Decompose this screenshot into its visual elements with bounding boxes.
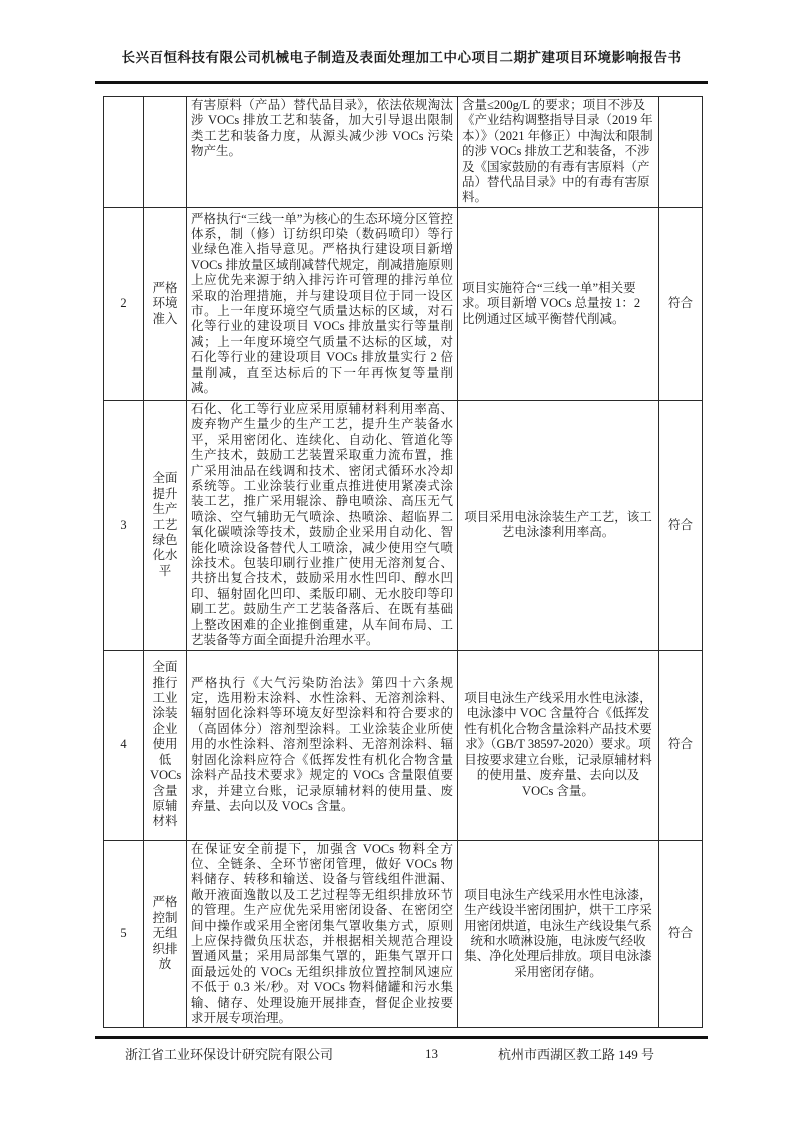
- analysis-cell: 含量≤200g/L 的要求；项目不涉及《产业结构调整指导目录（2019 年本）》（2021 年修正）中淘汰和限制的涉 VOCs 排放工艺和装备，不涉及《国家鼓励的有毒有害原料（产品）替代品目录》中的有毒有害原料。: [458, 97, 659, 208]
- policy-text-cell: 严格执行“三线一单”为核心的生态环境分区管控体系，制（修）订纺织印染（数码喷印）等行业绿色准入指导意见。严格执行建设项目新增 VOCs 排放量区域削减替代规定，削减措施原则上应优先来源于纳入排污许可管理的排污单位采取的治理措施，并与建设项目位于同一设区市。上一年度环境空气质量达标的区域，对石化等行业的建设项目 VOCs 排放量实行等量削减；上一年度环境空气质量不达标的区域，对石化等行业的建设项目 VOCs 排放量实行 2 倍量削减，直至达标后的下一年再恢复等量削减。: [187, 208, 458, 401]
- policy-text-cell: 有害原料（产品）替代品目录》，依法依规淘汰涉 VOCs 排放工艺和装备，加大引导退出限制类工艺和装备力度，从源头减少涉 VOCs 污染物产生。: [187, 97, 458, 208]
- row-number-cell: 5: [104, 840, 144, 1028]
- table-row: [104, 401, 703, 651]
- analysis-cell: 项目实施符合“三线一单”相关要求。项目新增 VOCs 总量按 1：2 比例通过区域平衡替代削减。: [458, 208, 659, 401]
- row-number-cell: 4: [104, 650, 144, 840]
- analysis-cell: 项目电泳生产线采用水性电泳漆，生产线设半密闭围护，烘干工序采用密闭烘道，电泳生产线设集气系统和水喷淋设施，电泳废气经收集、净化处理后排放。项目电泳漆采用密闭存储。: [458, 840, 659, 1028]
- analysis-cell: 项目采用电泳涂装生产工艺，该工艺电泳漆利用率高。: [458, 401, 659, 651]
- footer-page-number: 13: [425, 1045, 439, 1061]
- table-row: [104, 97, 703, 208]
- header-divider: [95, 81, 708, 84]
- row-number-cell: 2: [104, 208, 144, 401]
- category-cell: 全面推行工业涂装企业使用低VOCs含量原辅材料: [144, 650, 187, 840]
- row-number-cell: [104, 97, 144, 208]
- footer-address: 杭州市西湖区教工路 149 号: [498, 1047, 655, 1062]
- footer-company-name: 浙江省工业环保设计研究院有限公司: [125, 1047, 334, 1062]
- table-row: [104, 208, 703, 401]
- category-cell: 严格环境准入: [144, 208, 187, 401]
- conclusion-cell: 符合: [659, 840, 703, 1028]
- policy-text-cell: 在保证安全前提下，加强含 VOCs 物料全方位、全链条、全环节密闭管理，做好 VOCs 物料储存、转移和输送、设备与管线组件泄漏、敞开液面逸散以及工艺过程等无组织排放环节的管理。生产应优先采用密闭设备、在密闭空间中操作或采用全密闭集气罩收集方式，原则上应保持微负压状态，并根据相关规范合理设置通风量；采用局部集气罩的，距集气罩开口面最远处的 VOCs 无组织排放位置控制风速应不低于 0.3 米/秒。对 VOCs 物料储罐和污水集输、储存、处理设施开展排查，督促企业按要求开展专项治理。: [187, 840, 458, 1028]
- conclusion-cell: 符合: [659, 401, 703, 651]
- page-title: 长兴百恒科技有限公司机械电子制造及表面处理加工中心项目二期扩建项目环境影响报告书: [121, 50, 682, 65]
- conclusion-cell: 符合: [659, 208, 703, 401]
- row-number-cell: 3: [104, 401, 144, 651]
- category-cell: [144, 97, 187, 208]
- table-row: [104, 650, 703, 840]
- page-footer: [103, 1044, 702, 1063]
- conclusion-cell: [659, 97, 703, 208]
- category-cell: 严格控制无组织排放: [144, 840, 187, 1028]
- compliance-table: [103, 96, 703, 1028]
- category-cell: 全面提升生产工艺绿色化水平: [144, 401, 187, 651]
- conclusion-cell: 符合: [659, 650, 703, 840]
- table-row: [104, 840, 703, 1028]
- footer-divider: [95, 1036, 708, 1039]
- policy-text-cell: 石化、化工等行业应采用原辅材料利用率高、废弃物产生量少的生产工艺，提升生产装备水平，采用密闭化、连续化、自动化、管道化等生产技术，鼓励工艺装置采取重力流布置，推广采用油品在线调和技术、密闭式循环水冷却系统等。工业涂装行业重点推进使用紧凑式涂装工艺，推广采用辊涂、静电喷涂、高压无气喷涂、空气辅助无气喷涂、热喷涂、超临界二氧化碳喷涂等技术，鼓励企业采用自动化、智能化喷涂设备替代人工喷涂，减少使用空气喷涂技术。包装印刷行业推广使用无溶剂复合、共挤出复合技术，鼓励采用水性凹印、醇水凹印、辐射固化凹印、柔版印刷、无水胶印等印刷工艺。鼓励生产工艺装备落后、在既有基础上整改困难的企业推倒重建，从车间布局、工艺装备等方面全面提升治理水平。: [187, 401, 458, 651]
- policy-text-cell: 严格执行《大气污染防治法》第四十六条规定，选用粉末涂料、水性涂料、无溶剂涂料、辐射固化涂料等环境友好型涂料和符合要求的（高固体分）溶剂型涂料。工业涂装企业所使用的水性涂料、溶剂型涂料、无溶剂涂料、辐射固化涂料应符合《低挥发性有机化合物含量涂料产品技术要求》规定的 VOCs 含量限值要求，并建立台账，记录原辅材料的使用量、废弃量、去向以及 VOCs 含量。: [187, 650, 458, 840]
- analysis-cell: 项目电泳生产线采用水性电泳漆，电泳漆中 VOC 含量符合《低挥发性有机化合物含量涂料产品技术要求》（GB/T 38597-2020）要求。项目按要求建立台账，记录原辅材料的使用量、废弃量、去向以及 VOCs 含量。: [458, 650, 659, 840]
